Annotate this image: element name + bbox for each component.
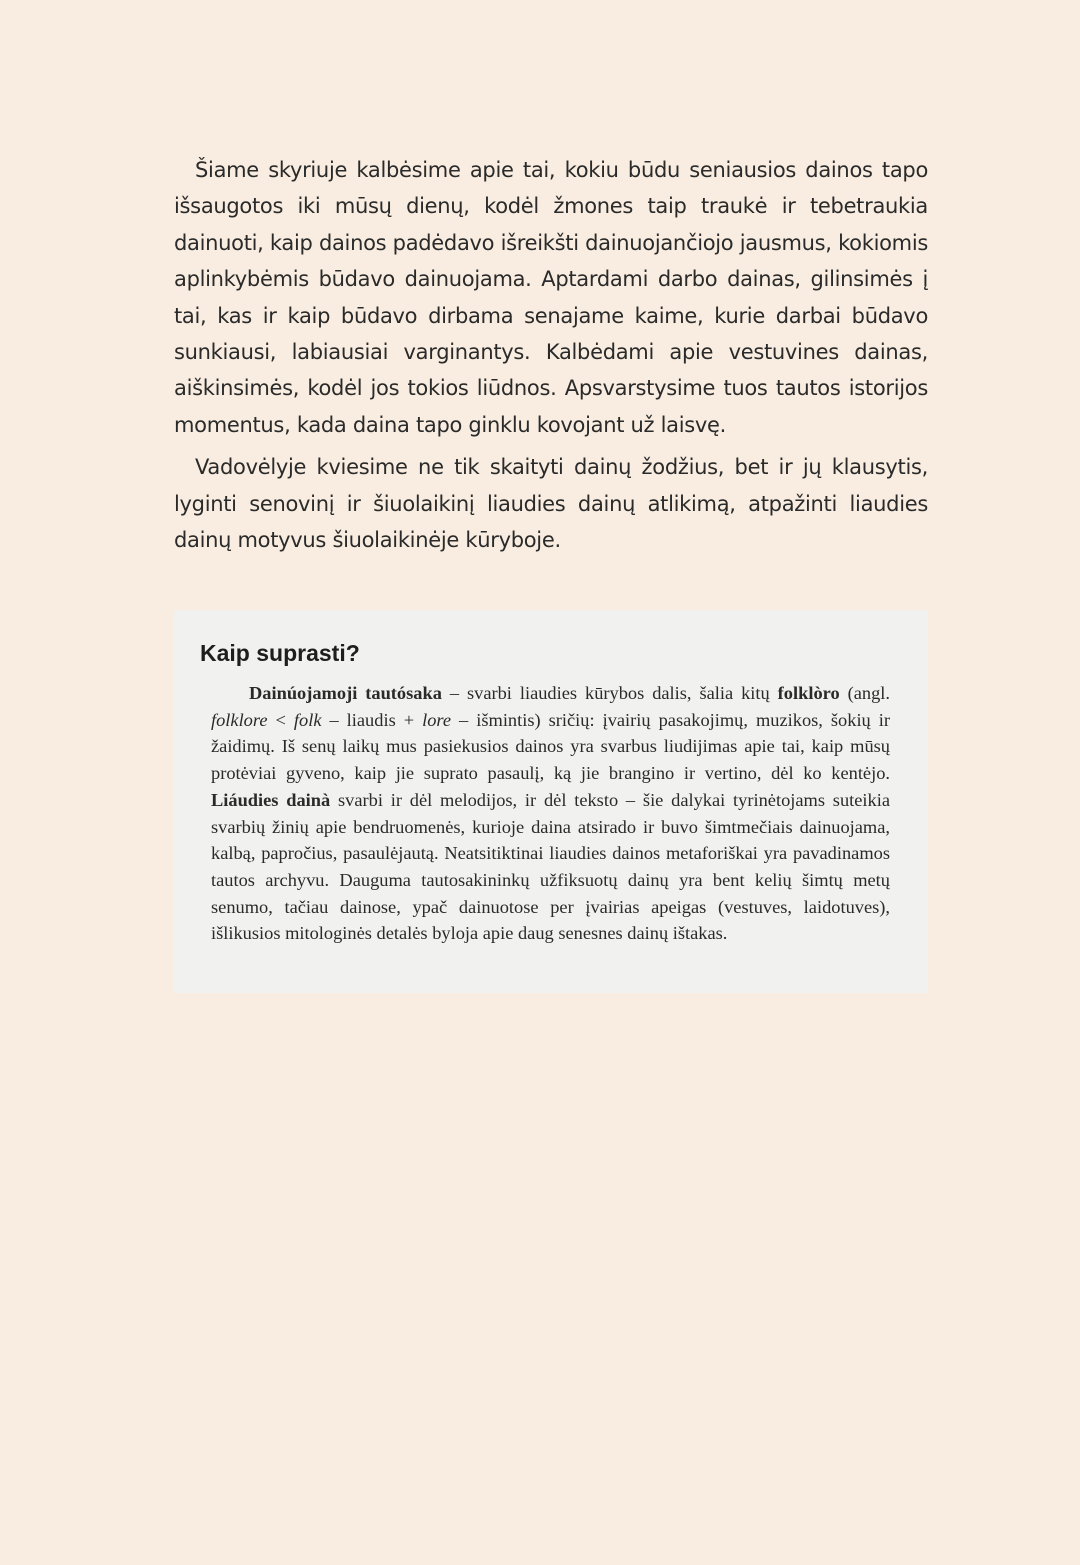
- intro-text: [174, 152, 928, 564]
- term-liaudies-daina: Liáudies dainà: [211, 789, 331, 810]
- definition-text-run: svarbi ir dėl melodijos, ir dėl teksto – šie dalykai tyrinėtojams suteikia svarbių žinių apie bendruomenės, kurioje daina atsirado ir buvo šimtmečiais dainuojama, kalbą, papročius, pasaulėjautą. Neatsitiktinai liaudies dainos metaforiškai yra pavadinamos tautos archyvu. Dauguma tautosakininkų užfiksuotų dainų yra bent kelių šimtų metų senumo, tačiau dainose, ypač dainuotose per įvairias apeigas (vestuves, laidotuves), išlikusios mitologinės detalės byloja apie daug senesnes dainų ištakas.: [211, 789, 890, 944]
- definition-text-run: <: [267, 709, 294, 730]
- term-lore-english: lore: [422, 709, 452, 730]
- definition-text-run: – svarbi liaudies kūrybos dalis, šalia kitų: [441, 683, 778, 703]
- term-folkloras: folklòro: [777, 683, 840, 703]
- term-folklore-english: folklore: [211, 709, 268, 730]
- definition-box: [174, 610, 928, 993]
- intro-paragraph: Šiame skyriuje kalbėsime apie tai, kokiu būdu seniausios dainos tapo išsaugotos iki mūsų dienų, kodėl žmones taip traukė ir tebetraukia dainuoti, kaip dainos padėdavo išreikšti dainuojančiojo jausmus, kokiomis aplinkybėmis būdavo dainuojama. Aptardami darbo dainas, gilinsimės į tai, kas ir kaip būdavo dirbama senajame kaime, kurie darbai būdavo sunkiausi, labiausiai varginantys. Kalbėdami apie vestuvines dainas, aiškinsimės, kodėl jos tokios liūdnos. Apsvarstysime tuos tautos istorijos momentus, kada daina tapo ginklu kovojant už laisvę.: [174, 158, 928, 437]
- definition-text: [211, 680, 890, 947]
- definition-text-run: – liaudis +: [321, 709, 423, 730]
- definition-box-title: Kaip suprasti?: [200, 640, 360, 666]
- term-folk-english: folk: [293, 709, 322, 730]
- intro-paragraph: Vadovėlyje kviesime ne tik skaityti dainų žodžius, bet ir jų klausytis, lyginti senovinį ir šiuolaikinį liaudies dainų atlikimą, atpažinti liaudies dainų motyvus šiuolaikinėje kūryboje.: [174, 455, 928, 553]
- term-dainuojamoji-tautosaka: Dainúojamoji tautósaka: [249, 683, 442, 703]
- definition-text-run: – išmintis) sričių: įvairių pasakojimų, muzikos, šokių ir žaidimų. Iš senų laikų mus pasiekusios dainos yra svarbus liudijimas apie tai, kaip mūsų protėviai gyveno, kaip jie suprato pasaulį, ką jie brangino ir vertino, dėl ko kentėjo.: [211, 709, 890, 784]
- definition-text-run: (angl.: [839, 683, 890, 703]
